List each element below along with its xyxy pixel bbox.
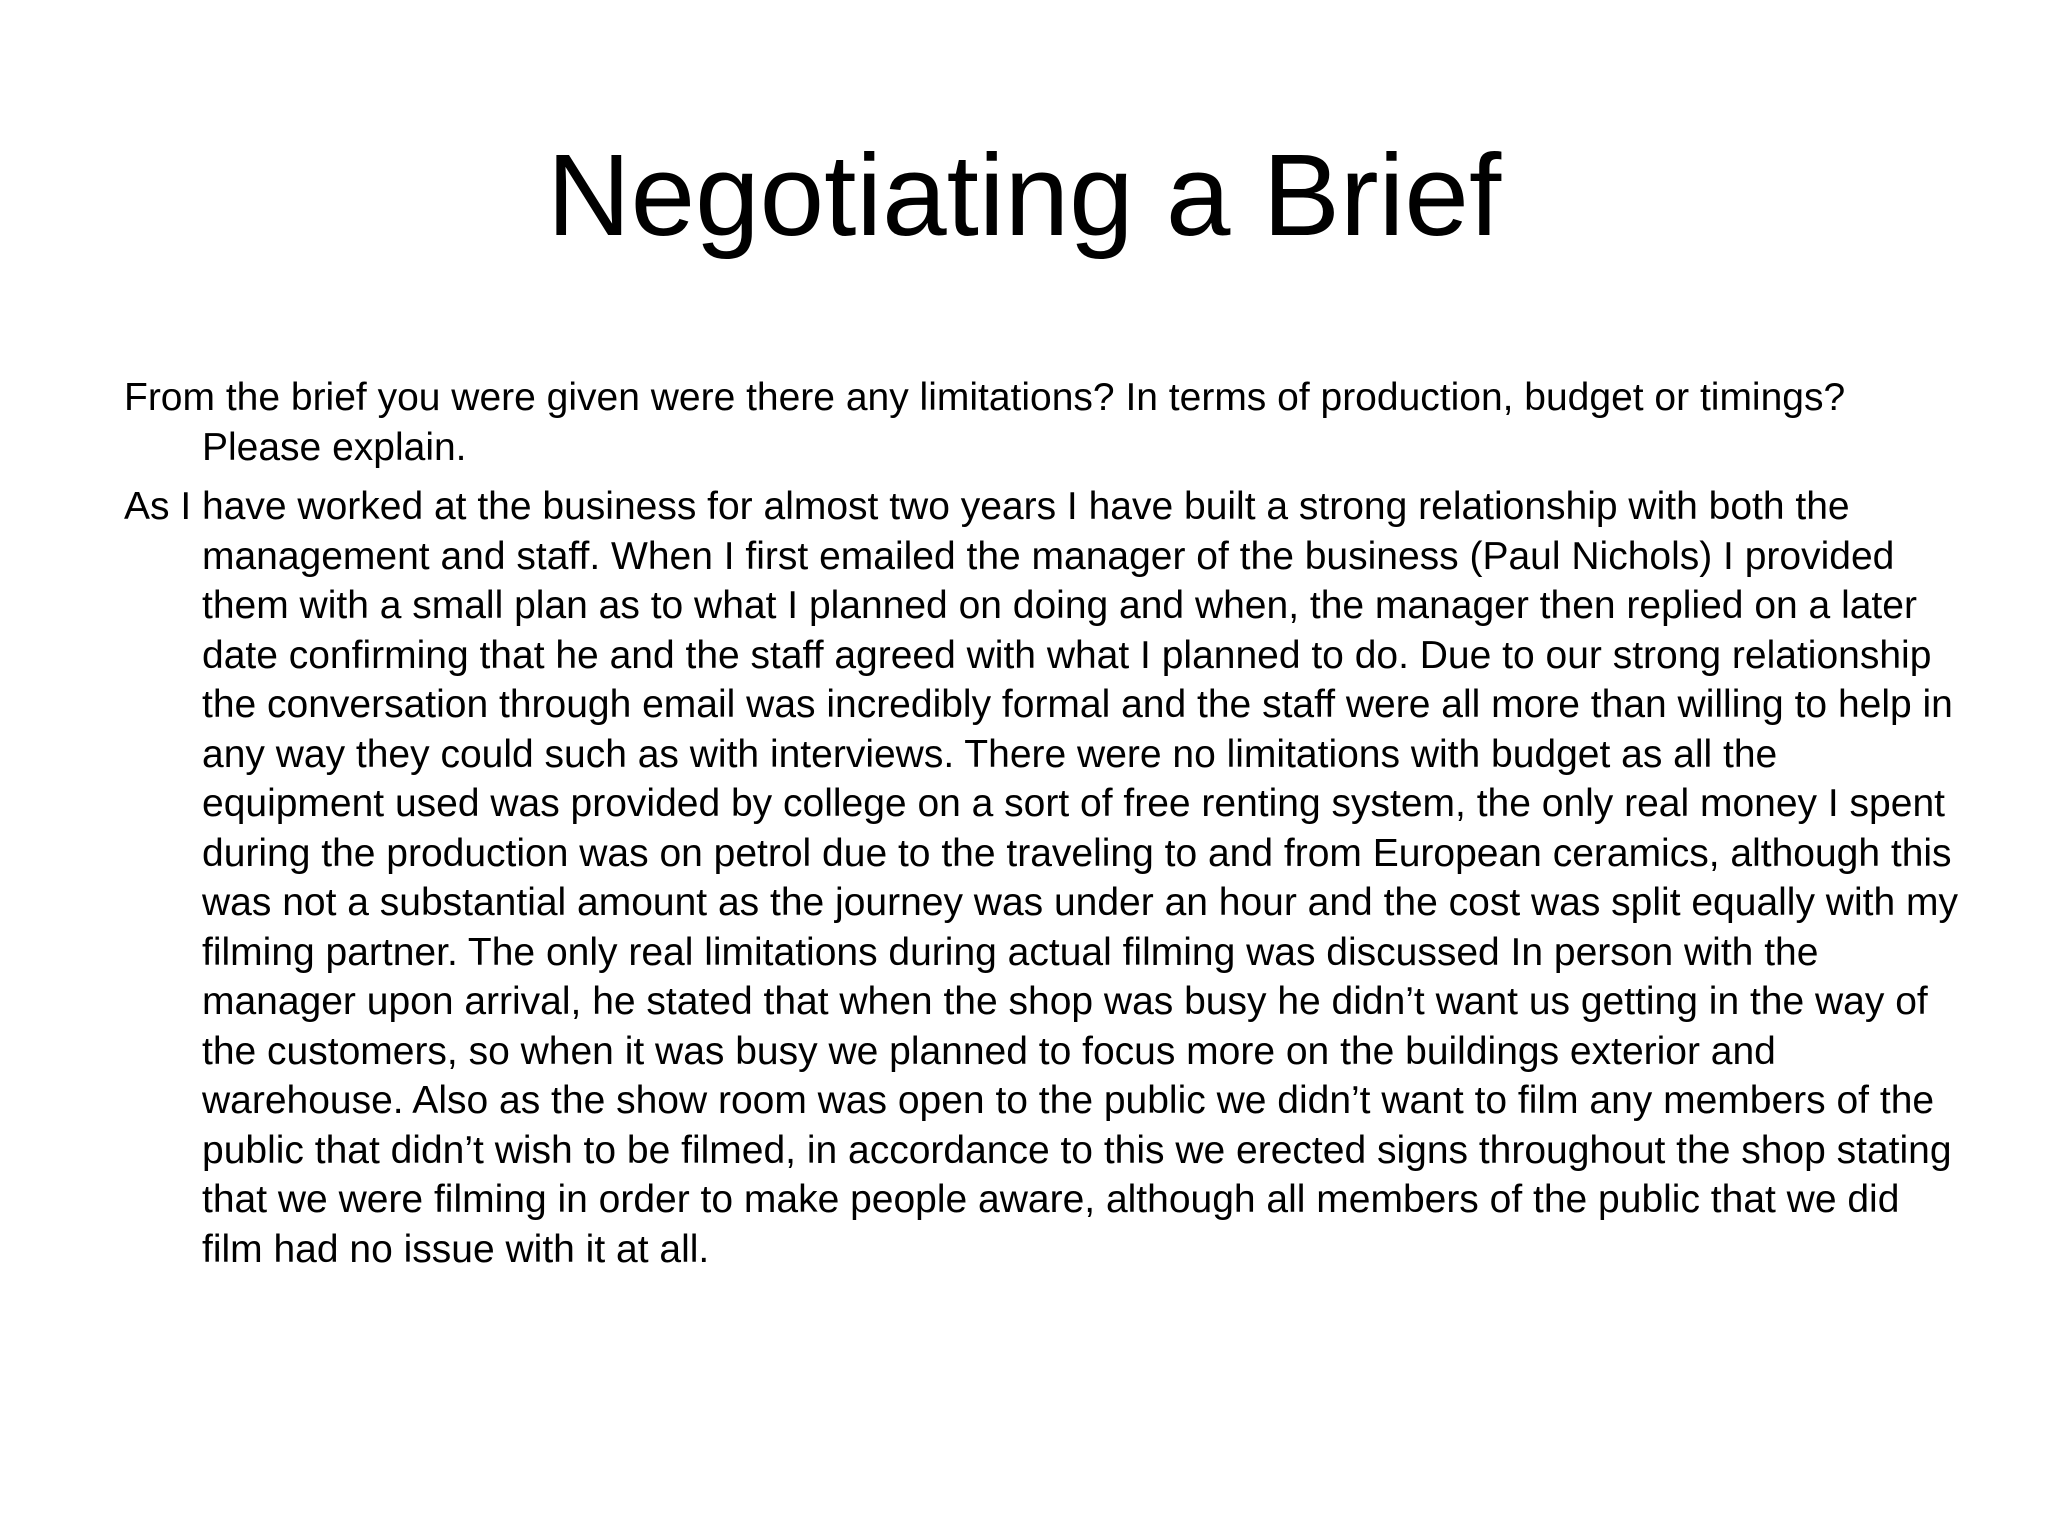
question-paragraph: From the brief you were given were there any limitations? In terms of production, budget or timings? Please explain. [124,376,1846,469]
answer-paragraph: As I have worked at the business for almost two years I have built a strong relationship with both the management and staff. When I first emailed the manager of the business (Paul Nichols) I provided them with a small plan as to what I planned on doing and when, the manager then replied on a later date confirming that he and the staff agreed with what I planned to do. Due to our strong relationship the conversation through email was incredibly formal and the staff were all more than willing to help in any way they could such as with interviews. There were no limitations with budget as all the equipment used was provided by college on a sort of free renting system, the only real money I spent during the production was on petrol due to the traveling to and from European ceramics, although this was not a substantial amount as the journey was under an hour and the cost was split equally with my filming partner. The only real limitations during actual filming was discussed In person with the manager upon arrival, he stated that when the shop was busy he didn’t want us getting in the way of the customers, so when it was busy we planned to focus more on the buildings exterior and warehouse. Also as the show room was open to the public we didn’t want to film any members of the public that didn’t wish to be filmed, in accordance to this we erected signs throughout the shop stating that we were filming in order to make people aware, although all members of the public that we did film had no issue with it at all. [124,485,1958,1271]
slide-title: Negotiating a Brief [546,130,1502,260]
slide-body [124,373,1964,1284]
